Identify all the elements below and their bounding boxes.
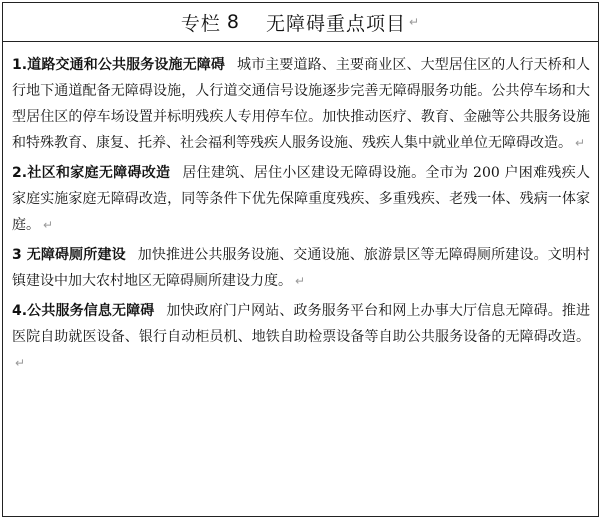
item-heading: 2.社区和家庭无障碍改造 bbox=[12, 165, 171, 181]
paragraph-mark-icon: ↵ bbox=[295, 274, 306, 288]
paragraph-mark-icon: ↵ bbox=[15, 356, 26, 370]
item-heading: 4.公共服务信息无障碍 bbox=[12, 303, 155, 319]
paragraph-mark-icon: ↵ bbox=[575, 136, 586, 150]
title-number: 8 bbox=[226, 11, 241, 33]
paragraph-mark-icon: ↵ bbox=[43, 218, 54, 232]
item-4 bbox=[12, 298, 590, 376]
item-body: 加快政府门户网站、政务服务平台和网上办事大厅信息无障碍。推进医院自助就医设备、银行自动柜员机、地铁自助检票设备等自助公共服务设备的无障碍改造。 bbox=[12, 303, 590, 345]
item-body: 城市主要道路、主要商业区、大型居住区的人行天桥和人行地下通道配备无障碍设施，人行道交通信号设施逐步完善无障碍服务功能。公共停车场和大型居住区的停车场设置并标明残疾人专用停车位。加快推动医疗、教育、金融等公共服务设施和特殊教育、康复、托养、社会福利等残疾人服务设施、残疾人集中就业单位无障碍改造。 bbox=[12, 57, 591, 151]
paragraph-mark-icon: ↵ bbox=[409, 15, 421, 29]
item-1 bbox=[12, 52, 590, 156]
item-3 bbox=[12, 242, 590, 294]
box-title bbox=[3, 3, 598, 42]
item-heading: 3 无障碍厕所建设 bbox=[12, 247, 126, 263]
feature-box bbox=[2, 2, 599, 517]
item-heading: 1.道路交通和公共服务设施无障碍 bbox=[12, 57, 225, 73]
item-2 bbox=[12, 160, 590, 238]
item-body: 居住建筑、居住小区建设无障碍设施。全市为 200 户困难残疾人家庭实施家庭无障碍改造，同等条件下优先保障重度残疾、多重残疾、老残一体、残病一体家庭。 bbox=[12, 165, 591, 233]
title-name: 无障碍重点项目 bbox=[266, 12, 407, 35]
item-body: 加快推进公共服务设施、交通设施、旅游景区等无障碍厕所建设。文明村镇建设中加大农村地区无障碍厕所建设力度。 bbox=[12, 247, 590, 289]
box-content bbox=[3, 42, 598, 376]
title-prefix: 专栏 bbox=[180, 12, 221, 35]
